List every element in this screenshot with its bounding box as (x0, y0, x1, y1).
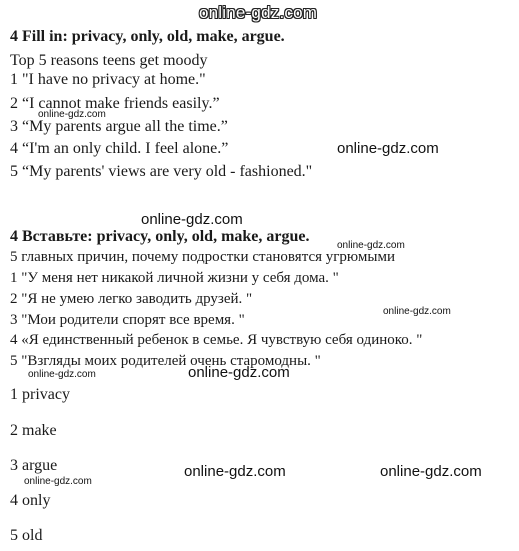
exercise-heading-en: 4 Fill in: privacy, only, old, make, argue. (10, 28, 285, 45)
sentence-en-1: 1 "I have no privacy at home." (10, 71, 206, 88)
answer-4: 4 only (10, 492, 51, 509)
sentence-en-5: 5 “My parents' views are very old - fashioned." (10, 163, 313, 180)
watermark: online-gdz.com (383, 306, 451, 317)
watermark: online-gdz.com (188, 364, 290, 381)
watermark-top: online-gdz.com (199, 3, 318, 22)
watermark: online-gdz.com (337, 140, 439, 157)
watermark: online-gdz.com (28, 369, 96, 380)
sentence-en-2: 2 “I cannot make friends easily.” (10, 95, 220, 112)
sentence-en-4: 4 “I'm an only child. I feel alone.” (10, 140, 229, 157)
sentence-en-3: 3 “My parents argue all the time.” (10, 118, 228, 135)
watermark: online-gdz.com (337, 240, 405, 251)
watermark: online-gdz.com (184, 463, 286, 480)
answer-1: 1 privacy (10, 386, 70, 403)
exercise-subtitle-en: Top 5 reasons teens get moody (10, 52, 208, 69)
sentence-ru-3: 3 "Мои родители спорят все время. " (10, 312, 245, 328)
watermark: online-gdz.com (141, 211, 243, 228)
watermark: online-gdz.com (380, 463, 482, 480)
watermark: online-gdz.com (38, 109, 106, 120)
sentence-ru-5: 5 "Взгляды моих родителей очень старомодны. " (10, 353, 321, 369)
watermark: online-gdz.com (24, 476, 92, 487)
sentence-ru-1: 1 "У меня нет никакой личной жизни у себя дома. " (10, 270, 339, 286)
answer-3: 3 argue (10, 457, 58, 474)
exercise-subtitle-ru: 5 главных причин, почему подростки становятся угрюмыми (10, 249, 395, 265)
answer-5: 5 old (10, 527, 43, 544)
sentence-ru-2: 2 "Я не умею легко заводить друзей. " (10, 291, 253, 307)
answer-2: 2 make (10, 422, 57, 439)
sentence-ru-4: 4 «Я единственный ребенок в семье. Я чувствую себя одиноко. " (10, 332, 423, 348)
exercise-heading-ru: 4 Вставьте: privacy, only, old, make, argue. (10, 228, 310, 245)
